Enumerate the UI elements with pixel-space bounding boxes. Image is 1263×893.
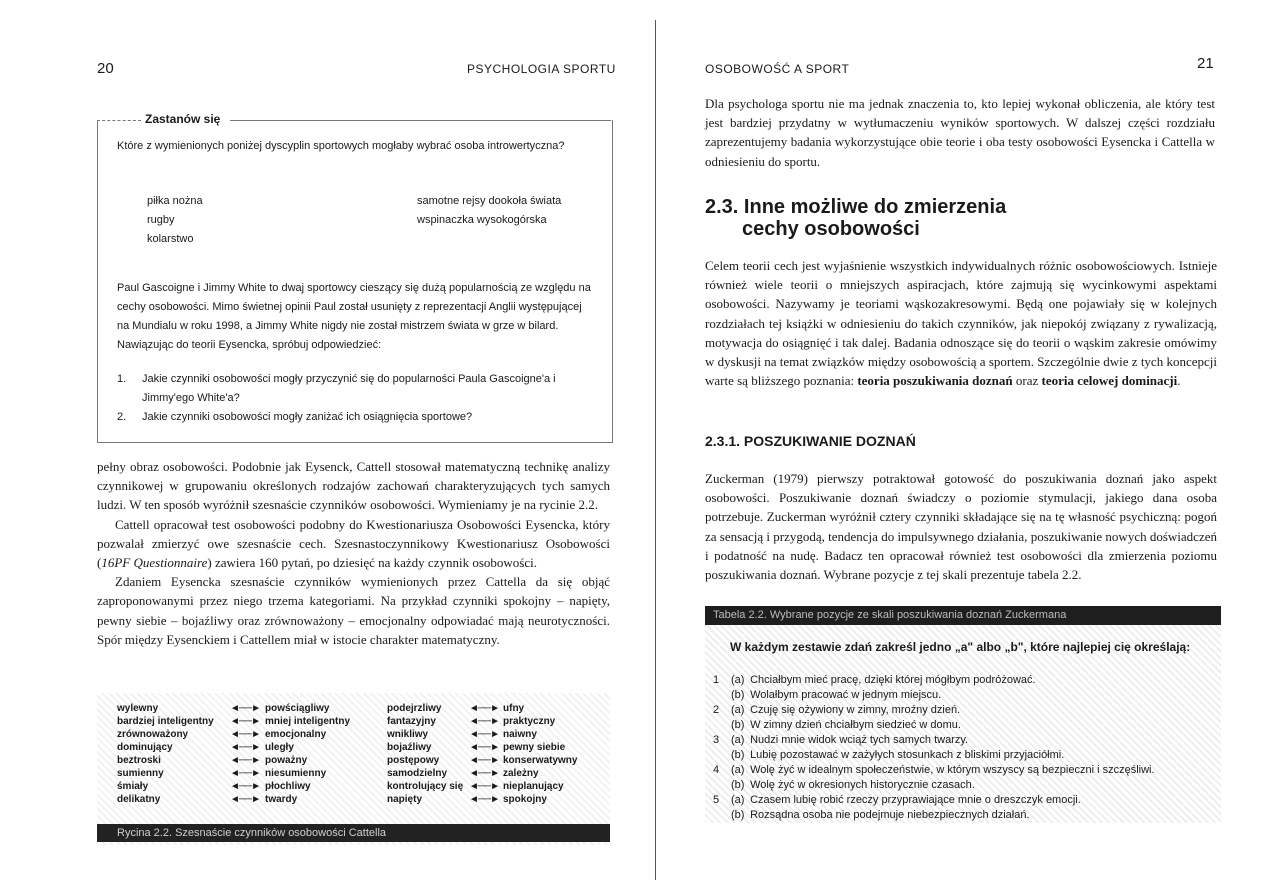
paragraph: Zuckerman (1979) pierwszy potraktował gotowość do poszukiwania doznań jako aspekt osobowości. Poszukiwanie doznań świadczy o poziomie stymulacji, jakiego dana osoba potrzebuje. Zuckerman wyróżnił cztery czynniki składające się na tę własność psychiczną: pogoń za sensacją i przygodą, tendencja do impulsywnego działania, poszukiwanie nowych doświadczeń i podatność na nudę. Badacz ten opracował również test osobowości dla zmierzenia poziomu poszukiwania doznań. Wybrane pozycje z tej skali prezentuje tabela 2.2. — [705, 471, 1217, 583]
sport-item: wspinaczka wysokogórska — [417, 214, 547, 226]
factor-label: powściągliwy — [265, 703, 330, 714]
italic-title: 16PF Questionnaire — [101, 555, 208, 571]
factor-label: bardziej inteligentny — [117, 716, 214, 727]
factor-label: dominujący — [117, 742, 173, 753]
table-items — [713, 673, 1218, 823]
right-running-head: OSOBOWOŚĆ A SPORT — [705, 62, 850, 76]
paragraph — [97, 515, 610, 573]
double-arrow-icon: ◄──► — [230, 703, 260, 714]
item-number — [713, 808, 731, 823]
option-text: W zimny dzień chciałbym siedzieć w domu. — [750, 719, 961, 731]
option-text: Czasem lubię robić rzeczy przyprawiające mnie o dreszczyk emocji. — [750, 794, 1081, 806]
factor-label: konserwatywny — [503, 755, 578, 766]
table-row — [713, 733, 1218, 748]
double-arrow-icon: ◄──► — [469, 716, 499, 727]
text-run: ) zawiera 160 pytań, po dziesięć na każdy czynnik osobowości. — [207, 555, 537, 571]
table-instruction: W każdym zestawie zdań zakreśl jedno „a" albo „b", które najlepiej cię określają: — [730, 640, 1191, 654]
option-marker: (b) — [731, 719, 745, 731]
box-title: Zastanów się — [145, 112, 221, 126]
factor-label: postępowy — [387, 755, 440, 766]
table-caption: Tabela 2.2. Wybrane pozycje ze skali poszukiwania doznań Zuckermana — [705, 606, 1221, 625]
option-text: Rozsądna osoba nie podejmuje niebezpiecznych działań. — [750, 809, 1030, 821]
figure-row — [97, 794, 610, 809]
factor-label: praktyczny — [503, 716, 556, 727]
sport-item: rugby — [147, 214, 175, 226]
factor-label: twardy — [265, 794, 298, 805]
option-marker: (b) — [731, 689, 745, 701]
option-marker: (a) — [731, 734, 745, 746]
factor-label: naiwny — [503, 729, 537, 740]
factor-label: mniej inteligentny — [265, 716, 351, 727]
left-body-text — [97, 457, 610, 649]
figure-cattell-factors — [97, 693, 610, 845]
factor-label: ufny — [503, 703, 525, 714]
sport-item: kolarstwo — [147, 233, 194, 245]
factor-label: wnikliwy — [387, 729, 429, 740]
option-marker: (b) — [731, 749, 745, 761]
item-number: 4 — [713, 764, 720, 776]
factor-label: zależny — [503, 768, 539, 779]
table-row — [713, 763, 1218, 778]
option-text: Chciałbym mieć pracę, dzięki której mógłbym podróżować. — [750, 674, 1036, 686]
table-row — [713, 808, 1218, 823]
item-number: 3 — [713, 734, 720, 746]
item-number — [713, 688, 731, 703]
left-page-number: 20 — [97, 60, 114, 77]
list-item-text: Jakie czynniki osobowości mogły przyczynić się do popularności Paula Gascoigne'a i Jimmy'ego White'a? — [142, 373, 556, 404]
box-paragraph: Paul Gascoigne i Jimmy White to dwaj sportowcy cieszący się dużą popularnością ze względu na cechy osobowości. Mimo świetnej opinii Paul został usunięty z reprezentacji Anglii występującej na Mundialu w roku 1998, a Jimmy White nigdy nie został mistrzem świata w grze w bilard. Nawiązując do teorii Eysencka, spróbuj odpowiedzieć: — [117, 282, 591, 351]
table-row — [713, 793, 1218, 808]
table-row — [713, 673, 1218, 688]
item-number — [713, 718, 731, 733]
box-question: Które z wymienionych poniżej dyscyplin sportowych mogłaby wybrać osoba introwertyczna? — [117, 140, 565, 152]
text-run: Celem teorii cech jest wyjaśnienie wszystkich indywidualnych różnic osobowościowych. Istnieje również wiele teorii o mniejszych aspiracjach, które zajmują się wycinkowymi aspektami osobowości. Nazywamy je teoriami wąskozakresowymi. Będą one pojawiały się w kolejnych rozdziałach tej książki w odniesieniu do takich czynników, jak niepokój związany z rywalizacją, motywacja do osiągnięć i tak dalej. Badania odnoszące się do teorii o wąskim zakresie omówimy w dyskusji na temat związków między osobowością a sportem. Szczególnie dwie z tych koncepcji warte są bliższego poznania: — [705, 258, 1217, 389]
text-run: oraz — [1012, 373, 1042, 389]
factor-label: niesumienny — [265, 768, 327, 779]
double-arrow-icon: ◄──► — [230, 755, 260, 766]
option-text: Czuję się ożywiony w zimny, mroźny dzień. — [750, 704, 961, 716]
factor-label: emocjonalny — [265, 729, 327, 740]
section-heading — [705, 196, 1006, 240]
double-arrow-icon: ◄──► — [230, 729, 260, 740]
factor-label: spokojny — [503, 794, 547, 805]
bold-term: teoria poszukiwania doznań — [857, 373, 1013, 389]
double-arrow-icon: ◄──► — [230, 716, 260, 727]
paragraph: pełny obraz osobowości. Podobnie jak Eysenck, Cattell stosował matematyczną technikę analizy czynnikowej w grupowaniu określonych rodzajów zachowań charakteryzujących tych samych ludzi. W ten sposób wyróżnił szesnaście czynników osobowości. Wymieniamy je na rycinie 2.2. — [97, 459, 610, 513]
factor-label: delikatny — [117, 794, 161, 805]
table-row — [713, 703, 1218, 718]
paragraph — [705, 256, 1217, 390]
paragraph: Zdaniem Eysencka szesnaście czynników wymienionych przez Cattella da się objąć zaproponowanymi przez niego trzema kategoriami. Na przykład czynniki spokojny – napięty, pewny siebie – bojaźliwy oraz zrównoważony – emocjonalny odpowiadać mają neurotyczności. Spór między Eysenckiem i Cattellem miał w istocie charakter matematyczny. — [97, 574, 610, 647]
double-arrow-icon: ◄──► — [469, 703, 499, 714]
subsection-heading: 2.3.1. POSZUKIWANIE DOZNAŃ — [705, 433, 916, 449]
factor-label: uległy — [265, 742, 294, 753]
double-arrow-icon: ◄──► — [469, 742, 499, 753]
double-arrow-icon: ◄──► — [469, 729, 499, 740]
right-page-number: 21 — [1197, 55, 1214, 72]
bold-term: teoria celowej dominacji — [1041, 373, 1178, 389]
list-item-number: 1. — [117, 373, 127, 385]
text-run: . — [1177, 373, 1181, 389]
option-marker: (b) — [731, 779, 745, 791]
option-text: Wolę żyć w idealnym społeczeństwie, w którym wszyscy są bezpieczni i szczęśliwi. — [750, 764, 1155, 776]
sports-list-col1 — [147, 192, 203, 249]
factor-label: poważny — [265, 755, 308, 766]
list-item-text: Jakie czynniki osobowości mogły zaniżać ich osiągnięcia sportowe? — [142, 411, 473, 423]
double-arrow-icon: ◄──► — [469, 755, 499, 766]
table-row — [713, 748, 1218, 763]
factor-label: płochliwy — [265, 781, 311, 792]
factor-label: bojaźliwy — [387, 742, 432, 753]
option-marker: (a) — [731, 674, 745, 686]
option-text: Nudzi mnie widok wciąż tych samych twarzy. — [750, 734, 969, 746]
factor-label: fantazyjny — [387, 716, 436, 727]
item-number — [713, 748, 731, 763]
option-text: Wolę żyć w okresionych historycznie czasach. — [750, 779, 975, 791]
list-item — [117, 408, 597, 427]
option-text: Wolałbym pracować w jednym miejscu. — [750, 689, 942, 701]
item-number: 1 — [713, 674, 720, 686]
factor-label: śmiały — [117, 781, 149, 792]
double-arrow-icon: ◄──► — [230, 794, 260, 805]
right-intro-paragraph: Dla psychologa sportu nie ma jednak znaczenia to, kto lepiej wykonał obliczenia, ale który test jest bardziej przydatny w wytłumaczeniu wyników sportowych. W dalszej części rozdziału zaprezentujemy badania wykorzystujące obie teorie i oba testy osobowości Eysencka i Cattella w odniesieniu do sportu. — [705, 96, 1215, 169]
factor-label: beztroski — [117, 755, 161, 766]
double-arrow-icon: ◄──► — [469, 768, 499, 779]
list-item-number: 2. — [117, 411, 127, 423]
factor-label: kontrolujący się — [387, 781, 464, 792]
double-arrow-icon: ◄──► — [469, 781, 499, 792]
double-arrow-icon: ◄──► — [230, 742, 260, 753]
double-arrow-icon: ◄──► — [230, 781, 260, 792]
option-marker: (a) — [731, 764, 745, 776]
sports-list-col2 — [417, 192, 561, 230]
table-row — [713, 718, 1218, 733]
factor-label: samodzielny — [387, 768, 448, 779]
double-arrow-icon: ◄──► — [469, 794, 499, 805]
page-gutter — [655, 20, 656, 880]
box-border-left — [97, 120, 141, 122]
factor-label: sumienny — [117, 768, 164, 779]
list-item — [117, 370, 597, 408]
option-marker: (b) — [731, 809, 745, 821]
sport-item: piłka nożna — [147, 195, 203, 207]
box-question-list — [117, 370, 597, 427]
factor-label: pewny siebie — [503, 742, 566, 753]
option-text: Lubię pozostawać w zażyłych stosunkach z bliskimi przyjaciółmi. — [750, 749, 1065, 761]
factor-label: podejrzliwy — [387, 703, 442, 714]
box-border-right — [230, 120, 611, 121]
factor-label: nieplanujący — [503, 781, 564, 792]
factor-label: wylewny — [117, 703, 159, 714]
item-number: 2 — [713, 704, 720, 716]
item-number: 5 — [713, 794, 720, 806]
text-run: Cattell opracował test osobowości podobny do Kwestionariusza Osobowości Eysencka, który pozwalał zmierzyć owe szesnaście cech. Szesnastoczynnikowy Kwestionariusz Osobowości ( — [97, 516, 610, 571]
double-arrow-icon: ◄──► — [230, 768, 260, 779]
factor-label: zrównoważony — [117, 729, 189, 740]
figure-caption: Rycina 2.2. Szesnaście czynników osobowości Cattella — [97, 824, 610, 842]
option-marker: (a) — [731, 794, 745, 806]
factor-label: napięty — [387, 794, 423, 805]
option-marker: (a) — [731, 704, 745, 716]
section-heading-line: cechy osobowości — [742, 218, 920, 240]
item-number — [713, 778, 731, 793]
table-row — [713, 778, 1218, 793]
table-row — [713, 688, 1218, 703]
sport-item: samotne rejsy dookoła świata — [417, 195, 562, 207]
left-running-head: PSYCHOLOGIA SPORTU — [467, 62, 616, 76]
section-heading-line: 2.3. Inne możliwe do zmierzenia — [705, 196, 1007, 218]
